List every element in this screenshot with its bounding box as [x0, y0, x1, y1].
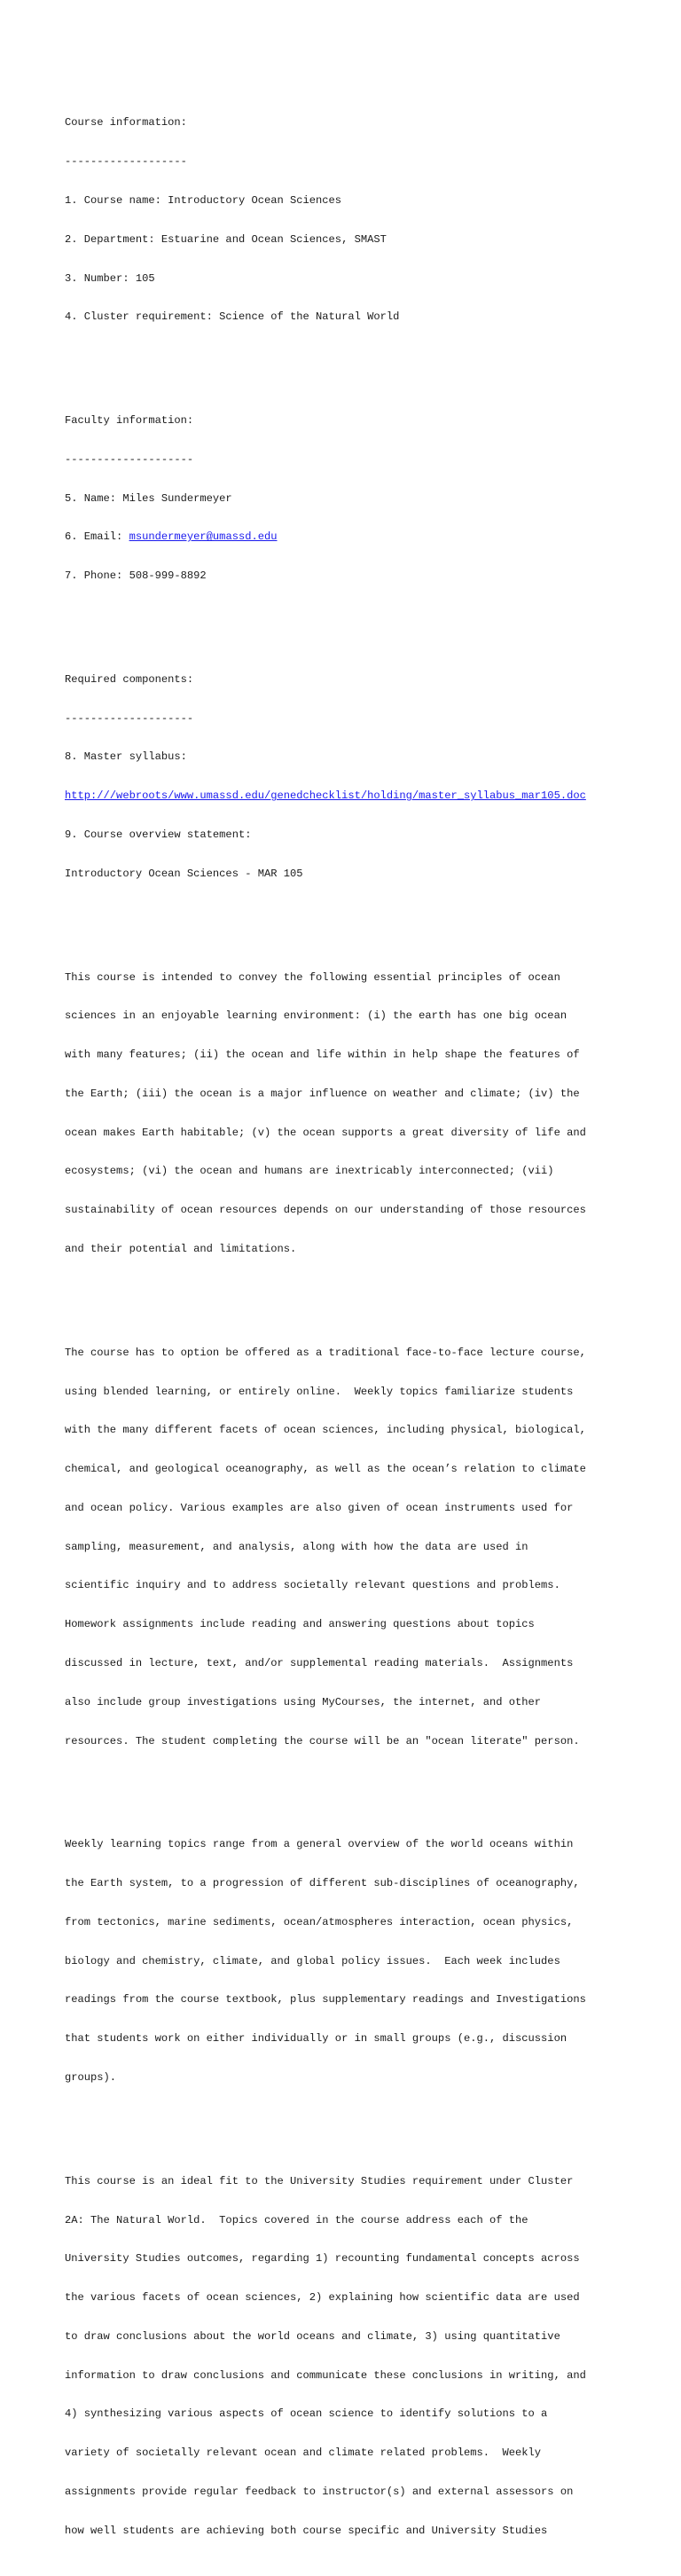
- paragraph-line: readings from the course textbook, plus supplementary readings and Investigations: [65, 1993, 586, 2007]
- paragraph-line: sciences in an enjoyable learning environment: (i) the earth has one big ocean: [65, 1009, 568, 1023]
- paragraph-line: the various facets of ocean sciences, 2) explaining how scientific data are used: [65, 2291, 580, 2305]
- paragraph-line: to draw conclusions about the world oceans and climate, 3) using quantitative: [65, 2329, 560, 2343]
- paragraph-line: also include group investigations using MyCourses, the internet, and other: [65, 1695, 542, 1708]
- phone-line: 7. Phone: 508-999-8892: [65, 569, 207, 583]
- syllabus-link[interactable]: http:///webroots/www.umassd.edu/genedchecklist/holding/master_syllabus_mar105.doc: [65, 789, 586, 803]
- paragraph-line: discussed in lecture, text, and/or supplemental reading materials. Assignments: [65, 1657, 574, 1670]
- spacer: [65, 907, 668, 920]
- required-rule: --------------------: [65, 711, 194, 725]
- paragraph-line: Homework assignments include reading and answering questions about topics: [65, 1618, 535, 1631]
- email-label: 6. Email:: [65, 530, 129, 544]
- syllabus-url-line: [65, 789, 668, 803]
- paragraph-line: from tectonics, marine sediments, ocean/atmospheres interaction, ocean physics,: [65, 1915, 574, 1928]
- spacer: [65, 2110, 668, 2124]
- paragraph-line: This course is intended to convey the following essential principles of ocean: [65, 970, 560, 984]
- document-body: [65, 65, 668, 2576]
- paragraph-line: resources. The student completing the course will be an "ocean literate" person.: [65, 1734, 580, 1747]
- paragraph-line: University Studies outcomes, regarding 1) recounting fundamental concepts across: [65, 2252, 580, 2266]
- paragraph-line: sustainability of ocean resources depends on our understanding of those resources: [65, 1204, 586, 1217]
- paragraph-line: biology and chemistry, climate, and global policy issues. Each week includes: [65, 1954, 560, 1967]
- paragraph-line: 2A: The Natural World. Topics covered in the course address each of the: [65, 2213, 528, 2227]
- required-heading: Required components:: [65, 672, 194, 686]
- course-name-line: 1. Course name: Introductory Ocean Sciences: [65, 193, 342, 207]
- paragraph-line: This course is an ideal fit to the University Studies requirement under Cluster: [65, 2174, 574, 2187]
- paragraph-line: ecosystems; (vi) the ocean and humans are inextricably interconnected; (vii): [65, 1165, 554, 1178]
- paragraph-line: groups).: [65, 2071, 117, 2085]
- syllabus-label: 8. Master syllabus:: [65, 750, 187, 764]
- paragraph-line: assignments provide regular feedback to instructor(s) and external assessors on: [65, 2486, 574, 2499]
- paragraph-line: variety of societally relevant ocean and climate related problems. Weekly: [65, 2446, 542, 2460]
- course-info-rule: -------------------: [65, 155, 187, 169]
- overview-label: 9. Course overview statement:: [65, 829, 252, 842]
- paragraph-line: Weekly learning topics range from a general overview of the world oceans within: [65, 1838, 574, 1851]
- email-link[interactable]: msundermeyer@umassd.edu: [129, 530, 278, 544]
- spacer: [65, 1282, 668, 1295]
- paragraph-line: the Earth system, to a progression of different sub-disciplines of oceanography,: [65, 1877, 580, 1890]
- overview-title: Introductory Ocean Sciences - MAR 105: [65, 867, 303, 880]
- faculty-name-line: 5. Name: Miles Sundermeyer: [65, 491, 232, 505]
- paragraph-line: with the many different facets of ocean sciences, including physical, biological,: [65, 1424, 586, 1437]
- spacer: [65, 609, 668, 622]
- paragraph-line: sampling, measurement, and analysis, along with how the data are used in: [65, 1540, 528, 1553]
- paragraph-line: with many features; (ii) the ocean and life within in help shape the features of: [65, 1048, 580, 1062]
- paragraph-line: the Earth; (iii) the ocean is a major influence on weather and climate; (iv) the: [65, 1087, 580, 1100]
- faculty-info-rule: --------------------: [65, 452, 194, 466]
- faculty-info-heading: Faculty information:: [65, 414, 194, 428]
- paragraph-line: scientific inquiry and to address societally relevant questions and problems.: [65, 1579, 560, 1592]
- spacer: [65, 1773, 668, 1787]
- paragraph-line: chemical, and geological oceanography, as well as the ocean’s relation to climate: [65, 1463, 586, 1476]
- cluster-line: 4. Cluster requirement: Science of the Natural World: [65, 310, 400, 324]
- email-line: [65, 530, 668, 544]
- paragraph-line: The course has to option be offered as a traditional face-to-face lecture course,: [65, 1346, 586, 1359]
- paragraph-line: 4) synthesizing various aspects of ocean science to identify solutions to a: [65, 2407, 548, 2421]
- paragraph-line: ocean makes Earth habitable; (v) the ocean supports a great diversity of life and: [65, 1126, 586, 1139]
- paragraph-line: using blended learning, or entirely online. Weekly topics familiarize students: [65, 1385, 574, 1398]
- paragraph-line: information to draw conclusions and communicate these conclusions in writing, and: [65, 2368, 586, 2382]
- paragraph-line: and their potential and limitations.: [65, 1243, 297, 1256]
- paragraph-line: how well students are achieving both course specific and University Studies: [65, 2524, 548, 2537]
- paragraph-line: that students work on either individually or in small groups (e.g., discussion: [65, 2032, 568, 2046]
- number-line: 3. Number: 105: [65, 271, 155, 285]
- course-info-heading: Course information:: [65, 116, 187, 130]
- spacer: [65, 349, 668, 363]
- department-line: 2. Department: Estuarine and Ocean Sciences, SMAST: [65, 232, 387, 246]
- paragraph-line: and ocean policy. Various examples are also given of ocean instruments used for: [65, 1501, 574, 1514]
